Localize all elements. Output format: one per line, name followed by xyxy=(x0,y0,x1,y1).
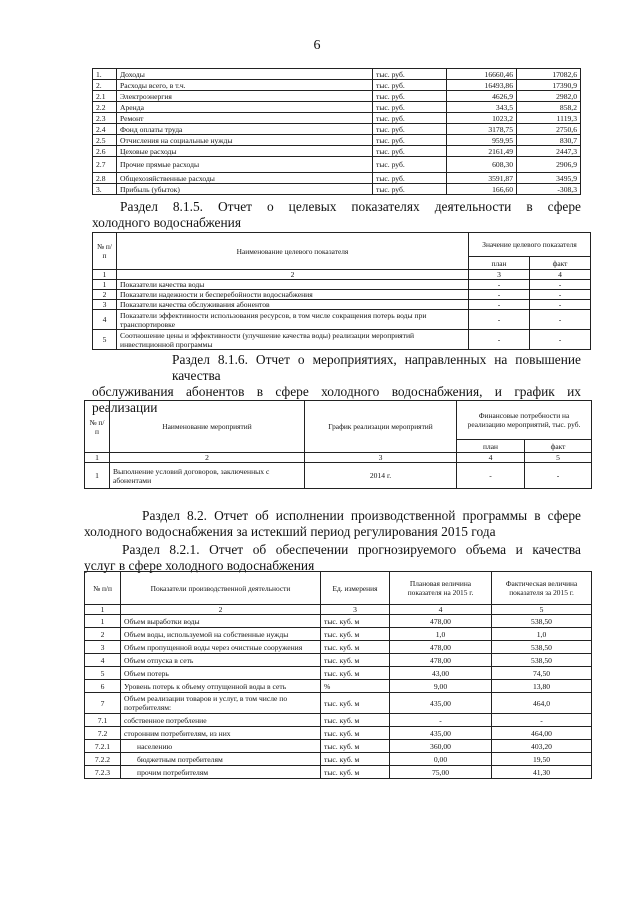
unit-cell: тыс. куб. м xyxy=(321,727,390,740)
measures-index-cell: 1 xyxy=(85,453,110,463)
plan-value-cell: 16493,86 xyxy=(447,80,517,91)
table-row xyxy=(93,280,591,290)
plan-value-cell: - xyxy=(469,330,530,350)
row-name-cell: прочим потребителям xyxy=(121,766,321,779)
plan-value-cell: 0,00 xyxy=(390,753,492,766)
table-row xyxy=(93,157,581,173)
table-row xyxy=(93,184,581,195)
row-number-cell: 2.2 xyxy=(93,102,117,113)
fact-value-cell: - xyxy=(530,330,591,350)
plan-value-cell: 166,60 xyxy=(447,184,517,195)
row-name-cell: Уровень потерь к объему отпущенной воды в сеть xyxy=(121,680,321,693)
fact-value-cell: 2982,0 xyxy=(517,91,581,102)
row-number-cell: 7.2.3 xyxy=(85,766,121,779)
row-number-cell: 2.8 xyxy=(93,173,117,184)
plan-value-cell: - xyxy=(469,280,530,290)
row-number-cell: 3 xyxy=(93,300,117,310)
indicators-header-num: № п/п xyxy=(93,233,117,270)
plan-value-cell: - xyxy=(469,300,530,310)
row-name-cell: бюджетным потребителям xyxy=(121,753,321,766)
table-row xyxy=(85,628,592,641)
row-name-cell: населению xyxy=(121,740,321,753)
row-number-cell: 6 xyxy=(85,680,121,693)
row-number-cell: 7.1 xyxy=(85,714,121,727)
row-name-cell: Доходы xyxy=(117,69,373,80)
plan-value-cell: 343,5 xyxy=(447,102,517,113)
section-8-1-5-heading: Раздел 8.1.5. Отчет о целевых показателях деятельности в сфере холодного водоснабжения xyxy=(92,199,581,230)
table-row xyxy=(85,654,592,667)
fact-value-cell: -308,3 xyxy=(517,184,581,195)
row-name-cell: Отчисления на социальные нужды xyxy=(117,135,373,146)
fact-value-cell: 464,0 xyxy=(492,693,592,714)
indicators-header-name: Наименование целевого показателя xyxy=(117,233,469,270)
plan-value-cell: - xyxy=(469,290,530,300)
fact-value-cell: - xyxy=(530,310,591,330)
row-name-cell: Цеховые расходы xyxy=(117,146,373,157)
row-number-cell: 2.6 xyxy=(93,146,117,157)
plan-value-cell: 3591,87 xyxy=(447,173,517,184)
fact-value-cell: 41,30 xyxy=(492,766,592,779)
unit-cell: тыс. руб. xyxy=(373,173,447,184)
fact-value-cell: 2447,3 xyxy=(517,146,581,157)
plan-value-cell: 608,30 xyxy=(447,157,517,173)
section-8-1-6-heading: Раздел 8.1.6. Отчет о мероприятиях, направленных на повышение качества обслуживания абонентов в сфере холодного водоснабжения, и график их реализации xyxy=(92,352,581,415)
fact-value-cell: 2750,6 xyxy=(517,124,581,135)
plan-value-cell: 9,00 xyxy=(390,680,492,693)
measures-header-fact: факт xyxy=(525,440,592,453)
unit-cell: тыс. куб. м xyxy=(321,693,390,714)
measures-header-plan: план xyxy=(457,440,525,453)
row-number-cell: 2 xyxy=(93,290,117,300)
table-row xyxy=(85,714,592,727)
row-name-cell: собственное потребление xyxy=(121,714,321,727)
fact-value-cell: 858,2 xyxy=(517,102,581,113)
page-number: 6 xyxy=(313,38,321,53)
indicators-header-plan: план xyxy=(469,257,530,270)
row-number-cell: 2.3 xyxy=(93,113,117,124)
finance-table xyxy=(92,68,581,195)
volume-index-cell: 1 xyxy=(85,605,121,615)
volume-header-unit: Ед. измерения xyxy=(321,572,390,605)
indicators-index-cell: 4 xyxy=(530,270,591,280)
row-number-cell: 7.2.1 xyxy=(85,740,121,753)
schedule-cell: 2014 г. xyxy=(305,463,457,489)
row-name-cell: Показатели эффективности использования ресурсов, в том числе сокращения потерь воды при транспортировке xyxy=(117,310,469,330)
fact-value-cell: 74,50 xyxy=(492,667,592,680)
table-row xyxy=(85,766,592,779)
row-number-cell: 1. xyxy=(93,69,117,80)
row-number-cell: 7.2.2 xyxy=(85,753,121,766)
table-row xyxy=(93,80,581,91)
row-name-cell: Объем реализации товаров и услуг, в том числе по потребителям: xyxy=(121,693,321,714)
table-row xyxy=(85,727,592,740)
unit-cell: тыс. руб. xyxy=(373,113,447,124)
row-number-cell: 2.7 xyxy=(93,157,117,173)
plan-value-cell: 435,00 xyxy=(390,727,492,740)
unit-cell: тыс. руб. xyxy=(373,69,447,80)
plan-value-cell: 1,0 xyxy=(390,628,492,641)
volume-header-plan: Плановая величина показателя на 2015 г. xyxy=(390,572,492,605)
row-number-cell: 7 xyxy=(85,693,121,714)
unit-cell: тыс. руб. xyxy=(373,157,447,173)
fact-value-cell: - xyxy=(525,463,592,489)
plan-value-cell: 75,00 xyxy=(390,766,492,779)
unit-cell: тыс. куб. м xyxy=(321,654,390,667)
fact-value-cell: - xyxy=(530,300,591,310)
plan-value-cell: 360,00 xyxy=(390,740,492,753)
unit-cell: тыс. куб. м xyxy=(321,766,390,779)
plan-value-cell: - xyxy=(457,463,525,489)
volume-index-cell: 3 xyxy=(321,605,390,615)
row-name-cell: Электроэнергия xyxy=(117,91,373,102)
unit-cell: тыс. руб. xyxy=(373,146,447,157)
row-name-cell: Выполнение условий договоров, заключенных с абонентами xyxy=(110,463,305,489)
table-row xyxy=(85,641,592,654)
table-row xyxy=(85,680,592,693)
fact-value-cell: - xyxy=(530,280,591,290)
table-row xyxy=(85,667,592,680)
row-name-cell: Соотношение цены и эффективности (улучшение качества воды) реализации мероприятий инвестиционной программы xyxy=(117,330,469,350)
plan-value-cell: - xyxy=(469,310,530,330)
fact-value-cell: 830,7 xyxy=(517,135,581,146)
row-number-cell: 5 xyxy=(85,667,121,680)
fact-value-cell: 1119,3 xyxy=(517,113,581,124)
fact-value-cell: 538,50 xyxy=(492,615,592,628)
fact-value-cell: 403,20 xyxy=(492,740,592,753)
unit-cell: % xyxy=(321,680,390,693)
row-name-cell: Объем пропущенной воды через очистные сооружения xyxy=(121,641,321,654)
table-row xyxy=(85,463,592,489)
plan-value-cell: 1023,2 xyxy=(447,113,517,124)
row-name-cell: Ремонт xyxy=(117,113,373,124)
table-row xyxy=(93,173,581,184)
fact-value-cell: 464,00 xyxy=(492,727,592,740)
plan-value-cell: - xyxy=(390,714,492,727)
fact-value-cell: 17390,9 xyxy=(517,80,581,91)
measures-index-cell: 2 xyxy=(110,453,305,463)
table-row xyxy=(93,330,591,350)
table-row xyxy=(93,310,591,330)
unit-cell: тыс. руб. xyxy=(373,102,447,113)
unit-cell: тыс. руб. xyxy=(373,91,447,102)
measures-index-cell: 5 xyxy=(525,453,592,463)
indicators-index-cell: 3 xyxy=(469,270,530,280)
row-number-cell: 2.5 xyxy=(93,135,117,146)
plan-value-cell: 959,95 xyxy=(447,135,517,146)
fact-value-cell: 13,80 xyxy=(492,680,592,693)
table-row xyxy=(93,69,581,80)
row-number-cell: 3. xyxy=(93,184,117,195)
row-name-cell: Общехозяйственные расходы xyxy=(117,173,373,184)
measures-header-finance: Финансовые потребности на реализацию мероприятий, тыс. руб. xyxy=(457,401,592,440)
fact-value-cell: 19,50 xyxy=(492,753,592,766)
fact-value-cell: 1,0 xyxy=(492,628,592,641)
volume-header-num: № п/п xyxy=(85,572,121,605)
measures-index-cell: 3 xyxy=(305,453,457,463)
unit-cell: тыс. куб. м xyxy=(321,740,390,753)
row-name-cell: Аренда xyxy=(117,102,373,113)
row-name-cell: Показатели качества обслуживания абонентов xyxy=(117,300,469,310)
row-number-cell: 4 xyxy=(93,310,117,330)
table-row xyxy=(85,753,592,766)
indicators-index-cell: 1 xyxy=(93,270,117,280)
unit-cell: тыс. куб. м xyxy=(321,753,390,766)
table-row xyxy=(93,113,581,124)
unit-cell: тыс. куб. м xyxy=(321,628,390,641)
plan-value-cell: 478,00 xyxy=(390,641,492,654)
section-8-2-heading: Раздел 8.2. Отчет об исполнении производственной программы в сфере холодного водоснабжения за истекший период регулирования 2015 года xyxy=(84,508,581,539)
row-name-cell: Объем выработки воды xyxy=(121,615,321,628)
row-name-cell: Прочие прямые расходы xyxy=(117,157,373,173)
volume-index-cell: 2 xyxy=(121,605,321,615)
fact-value-cell: - xyxy=(492,714,592,727)
volume-index-cell: 5 xyxy=(492,605,592,615)
fact-value-cell: - xyxy=(530,290,591,300)
indicators-index-cell: 2 xyxy=(117,270,469,280)
row-number-cell: 2. xyxy=(93,80,117,91)
fact-value-cell: 538,50 xyxy=(492,641,592,654)
volume-header-fact: Фактическая величина показателя за 2015 г. xyxy=(492,572,592,605)
table-row xyxy=(93,290,591,300)
row-name-cell: Показатели надежности и бесперебойности водоснабжения xyxy=(117,290,469,300)
section-8-2-1-heading: Раздел 8.2.1. Отчет об обеспечении прогнозируемого объема и качества услуг в сфере холодного водоснабжения xyxy=(84,542,581,573)
row-name-cell: Объем потерь xyxy=(121,667,321,680)
row-number-cell: 1 xyxy=(93,280,117,290)
table-row xyxy=(93,91,581,102)
measures-header-num: № п/п xyxy=(85,401,110,453)
unit-cell: тыс. руб. xyxy=(373,124,447,135)
target-indicators-table xyxy=(92,232,591,350)
row-number-cell: 1 xyxy=(85,615,121,628)
fact-value-cell: 2906,9 xyxy=(517,157,581,173)
plan-value-cell: 3178,75 xyxy=(447,124,517,135)
plan-value-cell: 4626,9 xyxy=(447,91,517,102)
plan-value-cell: 43,00 xyxy=(390,667,492,680)
row-name-cell: Фонд оплаты труда xyxy=(117,124,373,135)
table-row xyxy=(93,124,581,135)
table-row xyxy=(93,300,591,310)
row-number-cell: 7.2 xyxy=(85,727,121,740)
table-row xyxy=(93,146,581,157)
row-name-cell: Показатели качества воды xyxy=(117,280,469,290)
unit-cell: тыс. куб. м xyxy=(321,714,390,727)
fact-value-cell: 538,50 xyxy=(492,654,592,667)
plan-value-cell: 16660,46 xyxy=(447,69,517,80)
table-row xyxy=(85,740,592,753)
row-name-cell: сторонним потребителям, из них xyxy=(121,727,321,740)
volume-index-cell: 4 xyxy=(390,605,492,615)
row-number-cell: 1 xyxy=(85,463,110,489)
row-name-cell: Прибыль (убыток) xyxy=(117,184,373,195)
measures-index-cell: 4 xyxy=(457,453,525,463)
fact-value-cell: 3495,9 xyxy=(517,173,581,184)
volume-header-name: Показатели производственной деятельности xyxy=(121,572,321,605)
row-number-cell: 5 xyxy=(93,330,117,350)
table-row xyxy=(93,135,581,146)
measures-table xyxy=(84,400,592,489)
measures-header-schedule: График реализации мероприятий xyxy=(305,401,457,453)
row-number-cell: 2.1 xyxy=(93,91,117,102)
plan-value-cell: 478,00 xyxy=(390,615,492,628)
row-number-cell: 2.4 xyxy=(93,124,117,135)
production-volume-table xyxy=(84,571,592,779)
fact-value-cell: 17082,6 xyxy=(517,69,581,80)
unit-cell: тыс. руб. xyxy=(373,135,447,146)
unit-cell: тыс. куб. м xyxy=(321,667,390,680)
plan-value-cell: 2161,49 xyxy=(447,146,517,157)
row-number-cell: 4 xyxy=(85,654,121,667)
table-row xyxy=(93,102,581,113)
unit-cell: тыс. куб. м xyxy=(321,641,390,654)
row-name-cell: Расходы всего, в т.ч. xyxy=(117,80,373,91)
row-number-cell: 2 xyxy=(85,628,121,641)
row-number-cell: 3 xyxy=(85,641,121,654)
table-row xyxy=(85,615,592,628)
plan-value-cell: 478,00 xyxy=(390,654,492,667)
table-row xyxy=(85,693,592,714)
indicators-header-fact: факт xyxy=(530,257,591,270)
row-name-cell: Объем отпуска в сеть xyxy=(121,654,321,667)
plan-value-cell: 435,00 xyxy=(390,693,492,714)
row-name-cell: Объем воды, используемой на собственные нужды xyxy=(121,628,321,641)
indicators-header-value: Значение целевого показателя xyxy=(469,233,591,257)
measures-header-name: Наименование мероприятий xyxy=(110,401,305,453)
unit-cell: тыс. руб. xyxy=(373,184,447,195)
unit-cell: тыс. руб. xyxy=(373,80,447,91)
unit-cell: тыс. куб. м xyxy=(321,615,390,628)
